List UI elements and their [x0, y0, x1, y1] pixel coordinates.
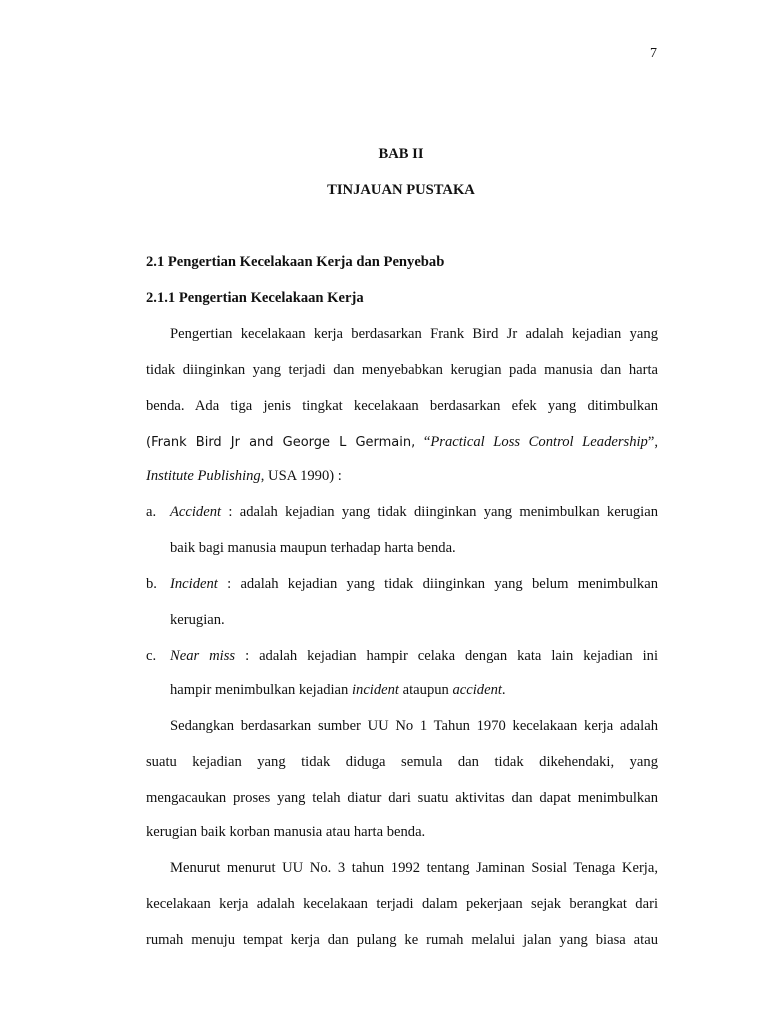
list-item-c-text: : adalah kejadian hampir celaka dengan kata lain kejadian ini: [235, 648, 658, 664]
paragraph-3-line-3: rumah menuju tempat kerja dan pulang ke rumah melalui jalan yang biasa atau: [146, 932, 658, 948]
list-item-c-line-2-pre: hampir menimbulkan kejadian: [170, 682, 352, 698]
list-item-b-line-2: kerugian.: [170, 612, 225, 628]
list-item-a-text: : adalah kejadian yang tidak diinginkan yang menimbulkan kerugian: [221, 504, 658, 520]
paragraph-2-line-4: kerugian baik korban manusia atau harta benda.: [146, 824, 426, 840]
paragraph-1-line-2: tidak diinginkan yang terjadi dan menyebabkan kerugian pada manusia dan harta: [146, 362, 658, 378]
list-item-b-text: : adalah kejadian yang tidak diinginkan yang belum menimbulkan: [217, 576, 658, 592]
list-marker-a: a.: [146, 504, 157, 520]
list-item-c-line-2-mid: ataupun: [398, 682, 453, 698]
paragraph-2-line-3: mengacaukan proses yang telah diatur dari suatu aktivitas dan dapat menimbulkan: [146, 790, 658, 806]
citation-publisher: Institute Publishing: [146, 468, 261, 484]
list-item-a: [146, 503, 658, 521]
chapter-heading: BAB II: [378, 146, 424, 162]
list-term-near-miss: Near miss: [170, 648, 236, 664]
paragraph-1-line-4: [146, 433, 658, 452]
list-item-c: [146, 647, 658, 665]
chapter-title: TINJAUAN PUSTAKA: [327, 182, 475, 198]
quote-close: ”,: [647, 434, 658, 450]
quote-open: “: [415, 434, 431, 450]
term-incident: incident: [351, 682, 399, 698]
list-item-c-line-2: [170, 681, 658, 699]
list-term-incident: Incident: [170, 576, 218, 592]
term-accident: accident: [452, 682, 502, 698]
paragraph-2-line-2: suatu kejadian yang tidak diduga semula dan tidak dikehendaki, yang: [146, 754, 658, 770]
list-marker-c: c.: [146, 648, 157, 664]
page-number: 7: [650, 46, 657, 61]
citation-title: Practical Loss Control Leadership: [430, 434, 648, 450]
subsection-title: 2.1.1 Pengertian Kecelakaan Kerja: [146, 290, 364, 306]
citation-rest: , USA 1990) :: [260, 468, 342, 484]
list-item-b: [146, 575, 658, 593]
paragraph-1-line-5: [146, 467, 658, 485]
list-item-c-line-2-end: .: [501, 682, 506, 698]
paragraph-3-line-1: Menurut menurut UU No. 3 tahun 1992 tentang Jaminan Sosial Tenaga Kerja,: [170, 860, 658, 876]
section-title: 2.1 Pengertian Kecelakaan Kerja dan Penyebab: [146, 254, 445, 270]
list-term-accident: Accident: [170, 504, 222, 520]
citation-authors: (Frank Bird Jr and George L Germain,: [146, 435, 416, 450]
paragraph-2-line-1: Sedangkan berdasarkan sumber UU No 1 Tahun 1970 kecelakaan kerja adalah: [170, 718, 658, 734]
paragraph-1-line-3: benda. Ada tiga jenis tingkat kecelakaan berdasarkan efek yang ditimbulkan: [146, 398, 658, 414]
list-item-a-line-2: baik bagi manusia maupun terhadap harta benda.: [170, 540, 456, 556]
paragraph-3-line-2: kecelakaan kerja adalah kecelakaan terjadi dalam pekerjaan sejak berangkat dari: [146, 896, 658, 912]
list-marker-b: b.: [146, 576, 157, 592]
paragraph-1-line-1: Pengertian kecelakaan kerja berdasarkan Frank Bird Jr adalah kejadian yang: [170, 326, 658, 342]
